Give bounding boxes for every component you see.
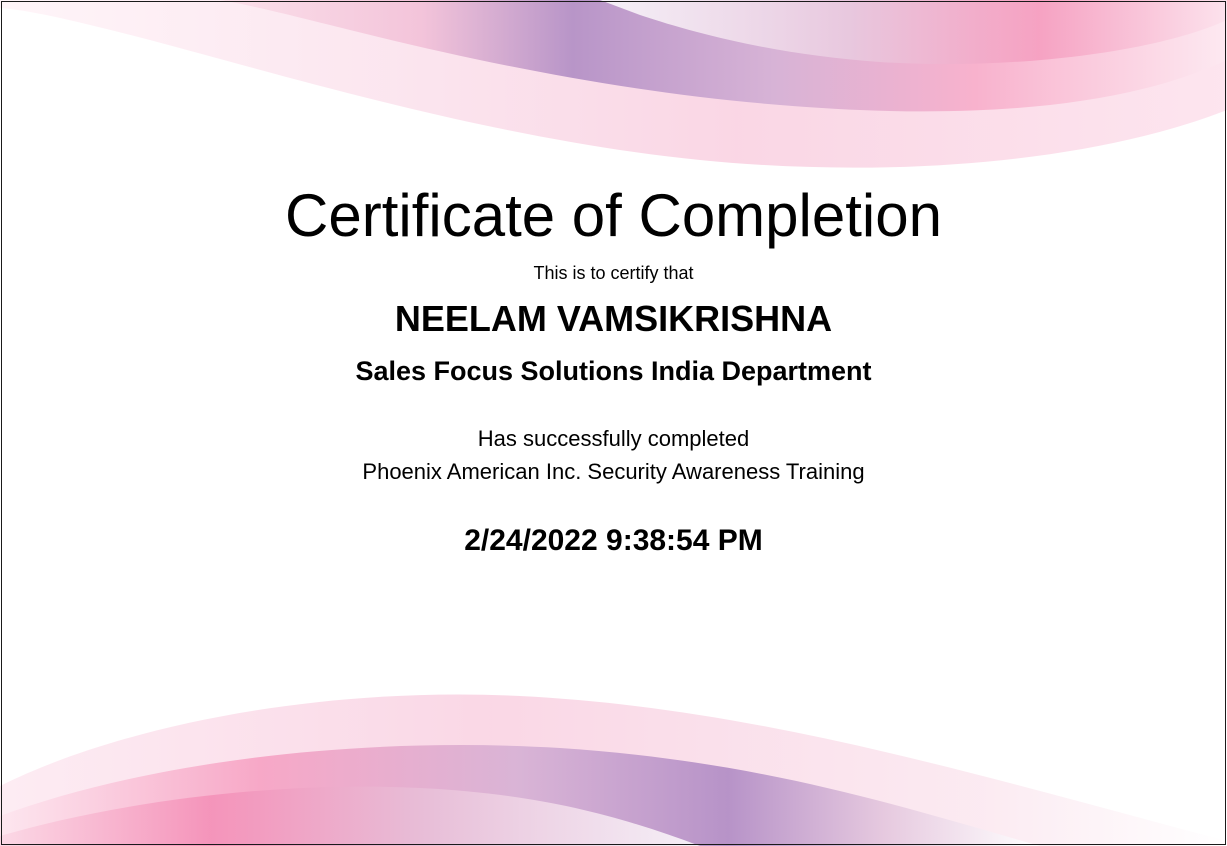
- recipient-name: NEELAM VAMSIKRISHNA: [394, 298, 833, 339]
- course-name: Phoenix American Inc. Security Awareness Training: [362, 459, 865, 484]
- certify-intro-text: This is to certify that: [533, 263, 694, 283]
- completion-datetime: 2/24/2022 9:38:54 PM: [464, 524, 763, 557]
- completion-statement: Has successfully completed: [477, 426, 750, 451]
- recipient-department: Sales Focus Solutions India Department: [355, 356, 872, 386]
- certificate-title: Certificate of Completion: [285, 182, 942, 249]
